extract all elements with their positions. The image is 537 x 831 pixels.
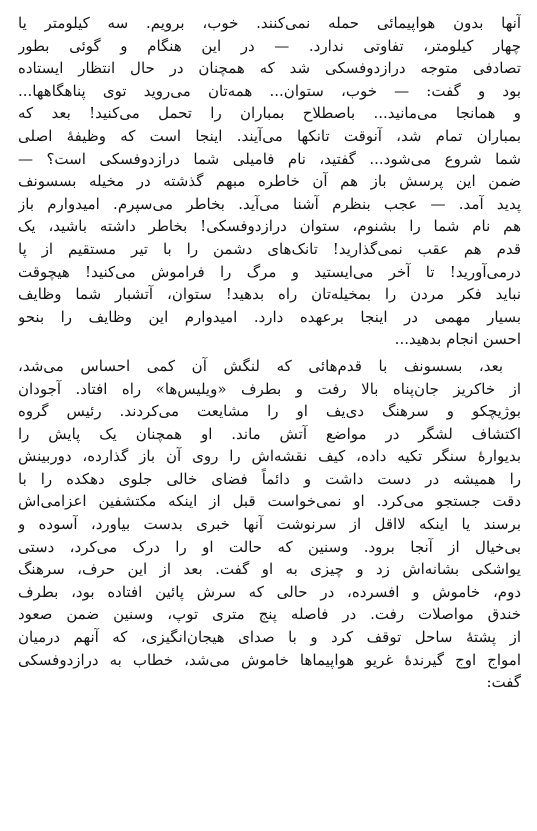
text-line: گفت: <box>486 673 521 692</box>
text-line: ضمن این پرسش باز هم آن خاطره مبهم گذشته در مخیله بسسونف <box>18 172 521 191</box>
text-line: آنها بدون هواپیمائی حمله نمی‌کنند. خوب، برویم. سه کیلومتر یا <box>18 14 521 32</box>
text-line: قدم هم عقب نمی‌گذارید! تانک‌های دشمن را با تیر مستقیم از پا <box>18 239 521 258</box>
text-line: امواج اوج گیرندهٔ غریو هواپیماها خاموش می‌شد، خطاب به درازدوفسکی <box>18 650 521 669</box>
text-line: از خاکریز جان‌پناه بالا رفت و بطرف «ویلیس‌ها» راه افتاد. آجودان <box>18 379 521 398</box>
text-line: بسیار مهمی در اینجا برعهده دارد. امیدوارم این وظایف را بنحو <box>18 307 521 326</box>
text-line: و همانجا می‌مانید... باصطلاح بمباران را تحمل می‌کنید! بعد که <box>18 104 521 123</box>
text-line: بی‌خیال از آنجا برود. وسنین که حالت او را درک می‌کرد، دستی <box>18 537 521 556</box>
text-line: پدید آمد. — عجب بنظرم آشنا می‌آید. بخاطر می‌سپرم. امیدوارم باز <box>18 194 521 213</box>
text-line: احسن انجام بدهید... <box>394 330 521 349</box>
text-line: شما شروع می‌شود... گفتید، نام فامیلی شما درازدوفسکی است؟ — <box>18 149 521 168</box>
text-line: را همیشه در دست داشت و دائماً فضای خالی جلوی دهکده را با <box>18 469 521 488</box>
paragraph-2 <box>18 355 521 694</box>
text-line: دقت جستجو می‌کرد. او نمی‌خواست قبل از اینکه مکتشفین اعزامی‌اش <box>18 492 521 511</box>
text-line: دوم، خاموش و افسرده، در حالی که سرش پائین افتاده بود، بطرف <box>18 582 521 601</box>
text-line: چهار کیلومتر، تفاوتی ندارد. — در این هنگام و گوئی بطور <box>18 36 521 55</box>
text-line: بوژیچکو و سرهنگ دی‌یف او را مشایعت می‌کردند. رئیس گروه <box>18 402 521 421</box>
text-line: یواشکی بشانه‌اش زد و چیزی به او گفت. بعد از این حرف، سرهنگ <box>18 560 521 579</box>
text-line: بمباران تمام شد، آنوقت تانکها می‌آیند. اینجا است که وظیفهٔ اصلی <box>18 126 521 145</box>
text-line: هم نام شما را بشنوم، ستوان درازدوفسکی! بخاطر داشته باشید، یک <box>18 217 521 236</box>
text-line: تصادفی متوجه درازدوفسکی شد که همچنان در حال انتظار ایستاده <box>18 59 521 78</box>
text-line: بعد، بسسونف با قدم‌هائی که لنگش آن کمی احساس می‌شد، <box>18 356 503 375</box>
text-line: خندق مواصلات رفت. در فاصله پنج متری توپ، وسنین ضمن صعود <box>18 605 521 624</box>
text-line: نباید فکر مردن را بمخیله‌تان راه بدهید! ستوان، آتشبار شما وظایف <box>18 285 521 304</box>
text-line: از پشتهٔ ساحل توقف کرد و با صدای هیجان‌انگیزی، که آنهم درمیان <box>18 628 521 647</box>
text-line: برسند یا اینکه لااقل از سرنوشت آنها خبری بدست بیاورد، آسوده و <box>18 515 521 534</box>
text-line: بود و گفت: — خوب، ستوان... همه‌تان می‌روید توی پناهگاهها... <box>18 81 521 100</box>
text-line: بدیوارهٔ سنگر تکیه داده، کیف نقشه‌اش را روی آن باز گذارده، دوربینش <box>18 447 521 466</box>
paragraph-1 <box>18 12 521 351</box>
text-line: اکتشاف لشگر در مواضع آتش ماند. او همچنان یک پایش را <box>18 424 521 443</box>
text-line: درمی‌آورید! تا آخر می‌ایستید و مرگ را فراموش می‌کنید! هیچوقت <box>18 262 521 281</box>
